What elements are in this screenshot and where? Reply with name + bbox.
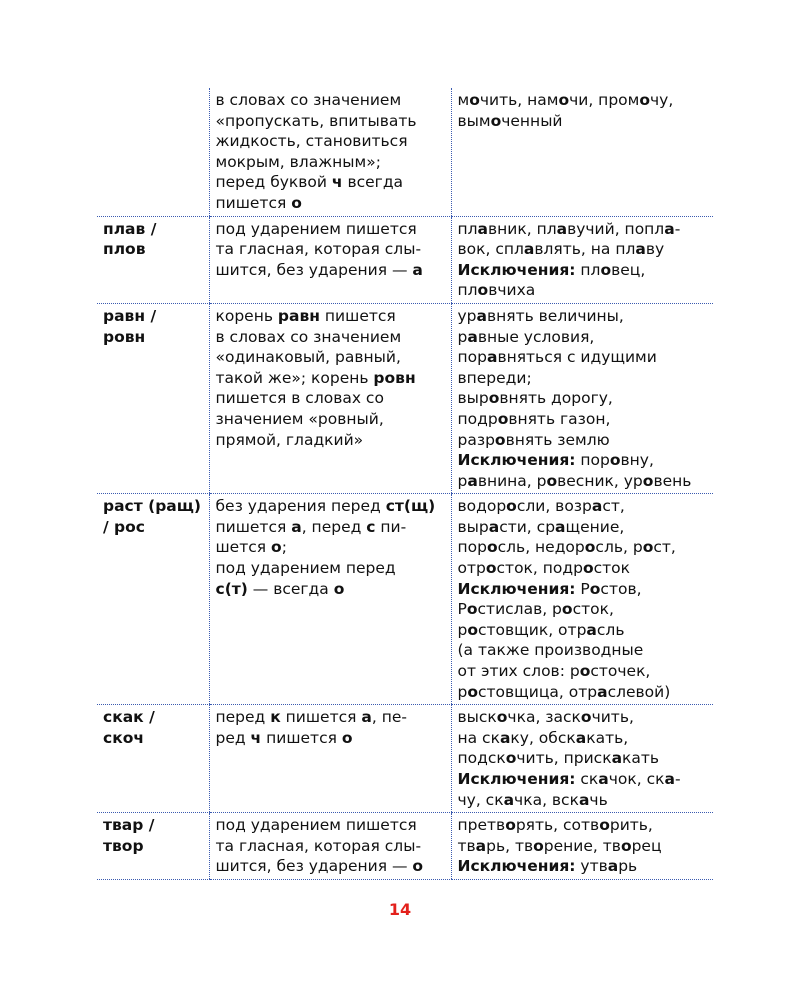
example-line: претворять, сотворить, [457,816,653,835]
rule-line: шится, без ударения — о [215,857,424,876]
root-cell [97,705,209,813]
root-line: равн / [103,306,157,325]
rule-line: перед к пишется а, пе- [215,708,407,727]
rule-cell [209,705,451,813]
example-line: ростовщик, отрасль [457,620,625,639]
example-line: выровнять дорогу, [457,389,613,408]
examples-cell [451,705,713,813]
rule-line: под ударением пишется [215,219,417,238]
root-line: твар / [103,816,155,835]
rule-line: пишется а, перед с пи- [215,517,407,536]
rule-line: шится, без ударения — а [215,260,423,279]
rule-line: пишется о [215,193,302,212]
example-line: тварь, творение, творец [457,836,662,855]
table-row [97,88,713,216]
rule-line: значением «ровный, [215,409,384,428]
example-line: чу, скачка, вскачь [457,790,608,809]
example-line: впереди; [457,368,532,387]
rule-line: жидкость, становиться [215,132,408,151]
rules-table-body [97,88,713,879]
example-line: мочить, намочи, промочу, [457,91,674,109]
rule-line: мокрым, влажным»; [215,152,381,171]
root-cell [97,88,209,216]
example-line: поросль, недоросль, рост, [457,538,676,557]
example-line: уравнять величины, [457,306,624,325]
example-line: Ростислав, росток, [457,600,614,619]
example-line: подскочить, прискакать [457,749,660,768]
root-cell [97,494,209,705]
rule-line: в словах со значением [215,327,402,346]
rule-cell [209,303,451,493]
examples-cell [451,813,713,880]
root-line: / рос [103,517,145,536]
example-line: поравняться с идущими [457,348,657,367]
table-row [97,705,713,813]
root-line: твор [103,836,144,855]
root-cell [97,216,209,303]
rule-cell [209,494,451,705]
rule-line: «одинаковый, равный, [215,348,401,367]
example-line: (а также производные [457,641,644,660]
examples-cell [451,303,713,493]
rule-line: с(т) — всегда о [215,579,345,598]
rule-line: ред ч пишется о [215,728,353,747]
rule-line: без ударения перед ст(щ) [215,497,436,516]
root-cell [97,303,209,493]
rule-line: «пропускать, впитывать [215,111,417,130]
example-line: ростовщица, отраслевой) [457,682,671,701]
root-line: плав / [103,219,157,238]
rule-line: та гласная, которая слы- [215,836,422,855]
rule-line: корень равн пишется [215,306,396,325]
example-line: от этих слов: росточек, [457,662,651,681]
root-line: скоч [103,728,144,747]
rule-cell [209,813,451,880]
example-line: плавник, плавучий, попла- [457,219,681,238]
rule-line: перед буквой ч всегда [215,173,404,192]
example-line: Исключения: скачок, ска- [457,770,681,788]
example-line: равные условия, [457,327,595,346]
rule-line: пишется в словах со [215,389,384,408]
example-line: равнина, ровесник, уровень [457,471,692,490]
example-line: водоросли, возраст, [457,497,625,516]
example-line: вырасти, сращение, [457,517,625,536]
table-row [97,303,713,493]
table-row [97,216,713,303]
example-line: вымоченный [457,111,563,130]
examples-cell [451,216,713,303]
example-line: выскочка, заскочить, [457,708,634,727]
rule-line: шется о; [215,538,287,557]
root-line: плов [103,240,146,259]
root-line: ровн [103,327,146,346]
example-line: Исключения: Ростов, [457,579,642,598]
example-line: подровнять газон, [457,409,611,428]
rule-line: такой же»; корень ровн [215,368,416,387]
rule-line: в словах со значением [215,91,402,109]
examples-cell [451,494,713,705]
table-row [97,813,713,880]
root-line: скак / [103,708,155,727]
example-line: Исключения: утварь [457,857,638,876]
rule-line: под ударением перед [215,559,396,578]
rules-table [97,88,713,880]
example-line: разровнять землю [457,430,610,449]
root-cell [97,813,209,880]
rule-cell [209,216,451,303]
rule-line: прямой, гладкий» [215,430,364,449]
example-line: на скаку, обскакать, [457,728,629,747]
page-number: 14 [388,900,412,919]
examples-cell [451,88,713,216]
rule-line: та гласная, которая слы- [215,240,422,259]
rule-line: под ударением пишется [215,816,417,835]
example-line: Исключения: пловец, [457,260,646,279]
table-row [97,494,713,705]
root-line: раст (ращ) [103,497,201,516]
example-line: вок, сплавлять, на плаву [457,240,665,259]
rule-cell [209,88,451,216]
example-line: отросток, подросток [457,559,631,578]
example-line: Исключения: поровну, [457,451,654,470]
example-line: пловчиха [457,281,536,300]
